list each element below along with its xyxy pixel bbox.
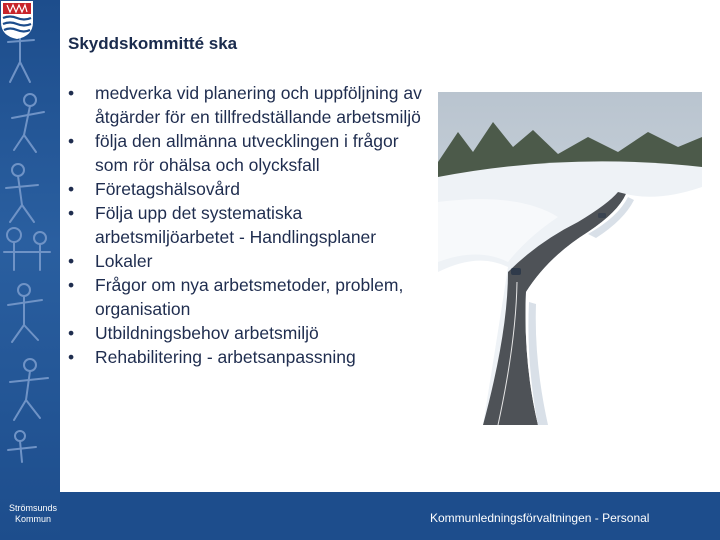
footer-text: Kommunledningsförvaltningen - Personal xyxy=(430,511,650,525)
sidebar-panel xyxy=(0,0,60,540)
bullet-item: • Frågor om nya arbetsmetoder, problem, organisation xyxy=(68,273,428,321)
bullet-item: • Företagshälsovård xyxy=(68,177,428,201)
municipality-crest-icon xyxy=(0,0,34,40)
snow-corridor-illustration xyxy=(438,92,702,425)
brand-line-1: Strömsunds xyxy=(8,503,58,513)
bullet-item: • Lokaler xyxy=(68,249,428,273)
brand-line-2: Kommun xyxy=(14,514,51,524)
bullet-item: • Följa upp det systematiska arbetsmiljöarbetet - Handlingsplaner xyxy=(68,201,428,249)
bullet-item: • Rehabilitering - arbetsanpassning xyxy=(68,345,428,369)
snow-road-photo xyxy=(438,92,702,425)
slide-title: Skyddskommitté ska xyxy=(68,34,238,53)
bullet-item: • följa den allmänna utvecklingen i frågor som rör ohälsa och olycksfall xyxy=(68,129,428,177)
bullet-item: • Utbildningsbehov arbetsmiljö xyxy=(68,321,428,345)
bullet-list xyxy=(68,81,428,369)
decorative-figures xyxy=(0,0,60,470)
bullet-item: • medverka vid planering och uppföljning av åtgärder för en tillfredställande arbetsmiljö xyxy=(68,81,428,129)
municipality-brand xyxy=(0,503,60,525)
